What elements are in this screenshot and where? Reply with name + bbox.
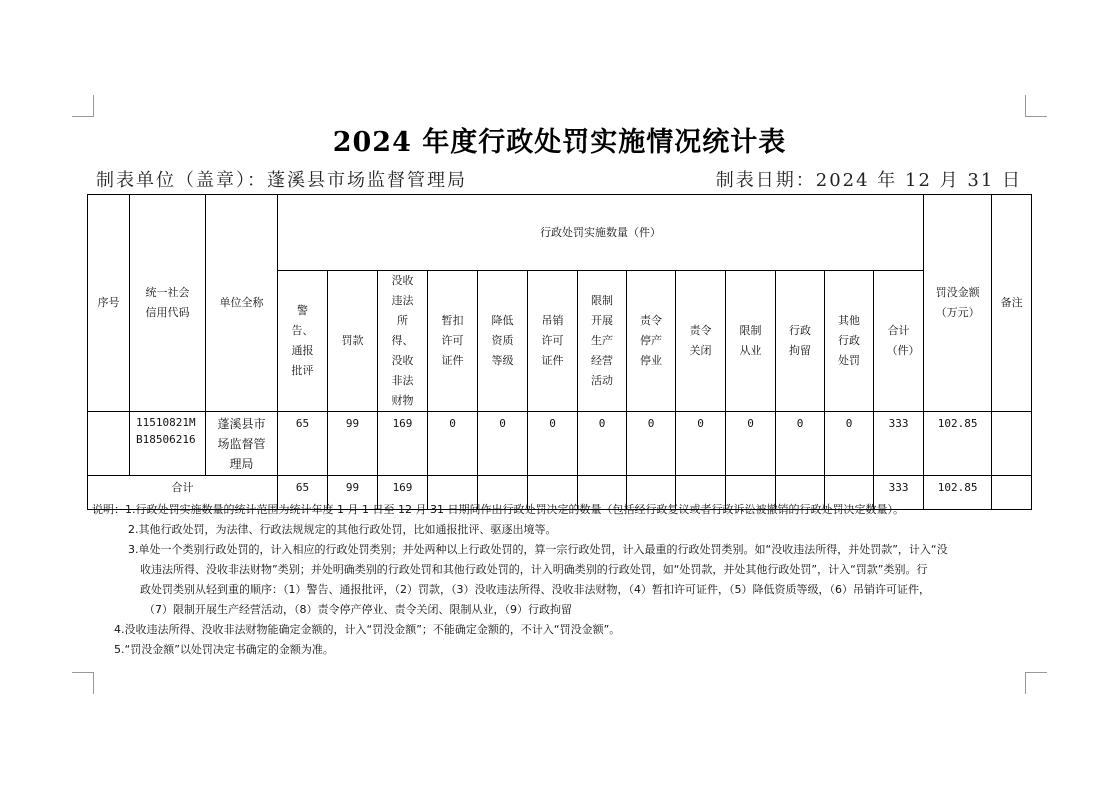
header-sub-column: 罚款 (328, 271, 378, 412)
header-sub-column: 责令停产停业 (627, 271, 676, 412)
header-sub-column: 暂扣许可证件 (428, 271, 478, 412)
header-unit-name: 单位全称 (206, 195, 278, 412)
header-remark: 备注 (992, 195, 1032, 412)
note-line: 收违法所得、没收非法财物”类别；并处明确类别的行政处罚和其他行政处罚的，计入明确类别的行政处罚，如“处罚款，并处其他行政处罚”，计入“罚款”类别。行 (140, 563, 928, 576)
total-fine-amount: 102.85 (924, 476, 992, 510)
row-value-cell: 0 (726, 412, 776, 476)
header-penalty-count-group: 行政处罚实施数量（件） (278, 195, 924, 271)
note-line: 2.其他行政处罚，为法律、行政法规规定的其他行政处罚，比如通报批评、驱逐出境等。 (128, 523, 557, 536)
row-credit-code: 11510821MB18506216 (130, 412, 206, 476)
total-label: 合计 (88, 476, 278, 510)
header-sub-column: 降低资质等级 (478, 271, 528, 412)
row-value-cell: 0 (776, 412, 825, 476)
header-sub-column: 警告、通报批评 (278, 271, 328, 412)
header-sub-column: 责令关闭 (676, 271, 726, 412)
header-sub-column: 其他行政处罚 (825, 271, 874, 412)
note-line: 政处罚类别从轻到重的顺序：（1）警告、通报批评，（2）罚款，（3）没收违法所得、没收非法财物，（4）暂扣许可证件，（5）降低资质等级，（6）吊销许可证件， (140, 583, 930, 596)
header-fine-amount: 罚没金额（万元） (924, 195, 992, 412)
row-value-cell: 0 (676, 412, 726, 476)
row-remark (992, 412, 1032, 476)
row-value-cell: 333 (874, 412, 924, 476)
notes (92, 500, 1032, 660)
total-value-cell: 99 (328, 476, 378, 510)
row-fine-amount: 102.85 (924, 412, 992, 476)
note-line: （7）限制开展生产经营活动，（8）责令停产停业、责令关闭、限制从业，（9）行政拘留 (144, 603, 572, 616)
header-sub-column: 行政拘留 (776, 271, 825, 412)
row-value-cell: 99 (328, 412, 378, 476)
header-seq: 序号 (88, 195, 130, 412)
row-value-cell: 65 (278, 412, 328, 476)
issuing-unit: 制表单位（盖章）：蓬溪县市场监督管理局 (96, 170, 467, 191)
total-value-cell: 333 (874, 476, 924, 510)
row-value-cell: 169 (378, 412, 428, 476)
note-line: 5.“罚没金额”以处罚决定书确定的金额为准。 (114, 643, 334, 656)
header-sub-column: 合计（件） (874, 271, 924, 412)
note-line: 4.没收违法所得、没收非法财物能确定金额的，计入“罚没金额”；不能确定金额的，不计入“罚没金额”。 (114, 623, 621, 636)
header-sub-column: 吊销许可证件 (528, 271, 578, 412)
total-value-cell: 169 (378, 476, 428, 510)
row-value-cell: 0 (478, 412, 528, 476)
page-title: 2024 年度行政处罚实施情况统计表 (332, 127, 787, 158)
statistics-table (87, 194, 1032, 510)
header-credit-code: 统一社会信用代码 (130, 195, 206, 412)
issue-date: 制表日期：2024 年 12 月 31 日 (715, 170, 1022, 191)
note-line: 说明：1.行政处罚实施数量的统计范围为统计年度 1 月 1 日至 12 月 31 日期间作出行政处罚决定的数量（包括经行政复议或者行政诉讼被撤销的行政处罚决定数量）。 (92, 503, 904, 516)
row-seq (88, 412, 130, 476)
row-value-cell: 0 (825, 412, 874, 476)
header-sub-column: 限制开展生产经营活动 (578, 271, 627, 412)
row-value-cell: 0 (428, 412, 478, 476)
total-value-cell: 65 (278, 476, 328, 510)
header-sub-column: 没收违法所得、没收非法财物 (378, 271, 428, 412)
header-sub-column: 限制从业 (726, 271, 776, 412)
row-value-cell: 0 (528, 412, 578, 476)
row-unit-name: 蓬溪县市场监督管理局 (206, 412, 278, 476)
row-value-cell: 0 (578, 412, 627, 476)
row-value-cell: 0 (627, 412, 676, 476)
note-line: 3.单处一个类别行政处罚的，计入相应的行政处罚类别；并处两种以上行政处罚的，算一宗行政处罚，计入最重的行政处罚类别。如“没收违法所得，并处罚款”，计入“没 (128, 543, 948, 556)
